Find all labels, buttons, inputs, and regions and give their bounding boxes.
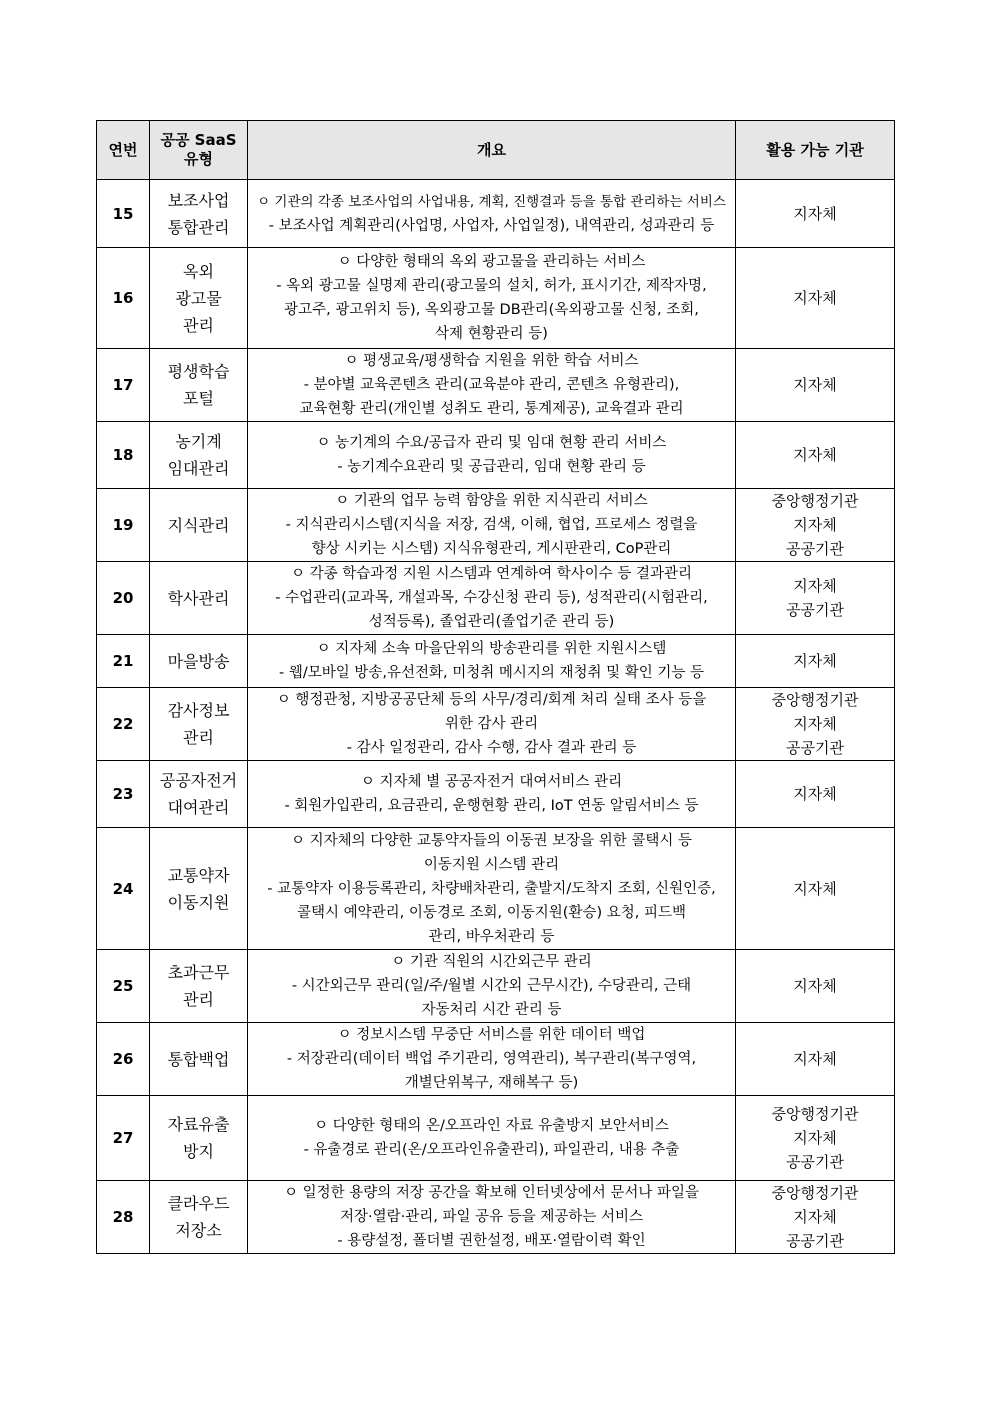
overview-line: ㅇ 평생교육/평생학습 지원을 위한 학습 서비스 bbox=[344, 353, 639, 369]
overview-line: - 교통약자 이용등록관리, 차량배차관리, 출발지/도착지 조회, 신원인증, bbox=[267, 880, 716, 897]
overview bbox=[248, 1096, 736, 1181]
overview-line: ㅇ 농기계의 수요/공급자 관리 및 임대 현황 관리 서비스 bbox=[316, 435, 667, 451]
saas-type bbox=[150, 761, 248, 828]
overview bbox=[248, 349, 736, 422]
available-org-line: 중앙행정기관 bbox=[771, 691, 859, 709]
overview bbox=[248, 489, 736, 562]
overview-line: - 지식관리시스템(지식을 저장, 검색, 이해, 협업, 프로세스 정렬을 bbox=[285, 517, 698, 533]
header-desc: 개요 bbox=[248, 121, 736, 180]
overview-line: 광고주, 광고위치 등), 옥외광고물 DB관리(옥외광고물 신청, 조회, bbox=[284, 302, 699, 318]
row-number: 25 bbox=[97, 950, 150, 1023]
saas-type-line: 자료유출 bbox=[167, 1115, 230, 1134]
table-row bbox=[97, 1181, 895, 1254]
header-type: 공공 SaaS 유형 bbox=[150, 121, 248, 180]
saas-type-line: 초과근무 bbox=[167, 963, 230, 982]
available-org-line: 지자체 bbox=[793, 652, 837, 670]
saas-type-line: 마을방송 bbox=[167, 651, 230, 671]
saas-type bbox=[150, 1096, 248, 1181]
overview-line: 교육현황 관리(개인별 성취도 관리, 통계제공), 교육결과 관리 bbox=[299, 401, 684, 417]
overview-line: 삭제 현황관리 등) bbox=[435, 326, 548, 342]
saas-type bbox=[150, 180, 248, 248]
overview bbox=[248, 248, 736, 349]
available-org-line: 지자체 bbox=[793, 879, 837, 898]
overview-line: ㅇ 일정한 용량의 저장 공간을 확보해 인터넷상에서 문서나 파일을 bbox=[283, 1185, 700, 1201]
row-number: 17 bbox=[97, 349, 150, 422]
saas-type bbox=[150, 349, 248, 422]
available-org-line: 지자체 bbox=[793, 289, 837, 307]
available-org-line: 지자체 bbox=[793, 1129, 837, 1147]
overview bbox=[248, 688, 736, 761]
available-org bbox=[736, 562, 895, 635]
overview-line: - 저장관리(데이터 백업 주기관리, 영역관리), 복구관리(복구영역, bbox=[286, 1051, 697, 1067]
saas-type-line: 평생학습 bbox=[167, 362, 230, 381]
available-org-line: 지자체 bbox=[793, 516, 837, 534]
row-number: 20 bbox=[97, 562, 150, 635]
available-org bbox=[736, 1023, 895, 1096]
overview-line: - 시간외근무 관리(일/주/월별 시간외 근무시간), 수당관리, 근태 bbox=[291, 978, 692, 994]
overview-line: ㅇ 각종 학습과정 지원 시스템과 연계하여 학사이수 등 결과관리 bbox=[290, 566, 693, 582]
saas-type bbox=[150, 489, 248, 562]
available-org-line: 지자체 bbox=[793, 715, 837, 733]
available-org-line: 중앙행정기관 bbox=[771, 1105, 859, 1123]
table-row bbox=[97, 489, 895, 562]
available-org-line: 지자체 bbox=[793, 1050, 837, 1068]
overview bbox=[248, 562, 736, 635]
saas-type-line: 보조사업 bbox=[167, 190, 230, 210]
overview bbox=[248, 180, 736, 248]
saas-type bbox=[150, 562, 248, 635]
overview bbox=[248, 761, 736, 828]
row-number: 21 bbox=[97, 635, 150, 688]
available-org-line: 공공기관 bbox=[786, 540, 844, 558]
overview-line: 개별단위복구, 재해복구 등) bbox=[404, 1075, 579, 1091]
overview-line: - 회원가입관리, 요금관리, 운행현황 관리, IoT 연동 알림서비스 등 bbox=[284, 798, 699, 814]
overview-line: - 웹/모바일 방송,유선전화, 미청취 메시지의 재청취 및 확인 기능 등 bbox=[279, 665, 704, 681]
available-org bbox=[736, 349, 895, 422]
saas-type-line: 클라우드 bbox=[167, 1194, 230, 1213]
overview-line: ㅇ 지자체 별 공공자전거 대여서비스 관리 bbox=[360, 774, 623, 790]
saas-type-line: 저장소 bbox=[175, 1221, 222, 1240]
saas-type bbox=[150, 635, 248, 688]
overview-line: ㅇ 행정관청, 지방공공단체 등의 사무/경리/회계 처리 실태 조사 등을 bbox=[276, 692, 707, 708]
table-body bbox=[97, 180, 895, 1254]
overview-line: ㅇ 다양한 형태의 온/오프라인 자료 유출방지 보안서비스 bbox=[314, 1118, 669, 1134]
table-row bbox=[97, 248, 895, 349]
table-row bbox=[97, 1023, 895, 1096]
saas-type-line: 감사정보 bbox=[167, 701, 230, 720]
saas-type-line: 포털 bbox=[183, 389, 214, 408]
row-number: 24 bbox=[97, 828, 150, 950]
available-org bbox=[736, 489, 895, 562]
row-number: 23 bbox=[97, 761, 150, 828]
available-org-line: 지자체 bbox=[793, 376, 837, 394]
available-org-line: 지자체 bbox=[793, 446, 837, 464]
table-row bbox=[97, 828, 895, 950]
saas-type-line: 교통약자 bbox=[167, 865, 230, 885]
available-org bbox=[736, 1096, 895, 1181]
available-org-line: 지자체 bbox=[793, 204, 837, 223]
available-org bbox=[736, 761, 895, 828]
overview bbox=[248, 422, 736, 489]
table-row bbox=[97, 180, 895, 248]
available-org bbox=[736, 688, 895, 761]
row-number: 15 bbox=[97, 180, 150, 248]
table-row bbox=[97, 950, 895, 1023]
available-org-line: 지자체 bbox=[793, 1208, 837, 1226]
table-row bbox=[97, 761, 895, 828]
overview-line: 성적등록), 졸업관리(졸업기준 관리 등) bbox=[368, 614, 615, 630]
overview-line: - 유출경로 관리(온/오프라인유출관리), 파일관리, 내용 추출 bbox=[303, 1142, 680, 1158]
overview-line: 자동처리 시간 관리 등 bbox=[421, 1002, 562, 1018]
overview-line: ㅇ 기관의 업무 능력 함양을 위한 지식관리 서비스 bbox=[335, 493, 648, 509]
saas-type-line: 광고물 bbox=[175, 288, 222, 308]
saas-type-line: 관리 bbox=[183, 315, 214, 335]
overview-line: - 농기계수요관리 및 공급관리, 임대 현황 관리 등 bbox=[337, 459, 646, 475]
overview-line: 콜택시 예약관리, 이동경로 조회, 이동지원(환승) 요청, 피드백 bbox=[297, 904, 686, 921]
saas-type bbox=[150, 422, 248, 489]
row-number: 19 bbox=[97, 489, 150, 562]
row-number: 26 bbox=[97, 1023, 150, 1096]
row-number: 16 bbox=[97, 248, 150, 349]
available-org-line: 공공기관 bbox=[786, 601, 844, 619]
overview bbox=[248, 950, 736, 1023]
row-number: 27 bbox=[97, 1096, 150, 1181]
table-header-row bbox=[97, 121, 895, 180]
saas-table bbox=[96, 120, 895, 1254]
saas-type-line: 임대관리 bbox=[167, 459, 230, 478]
overview-line: 저장·열람·관리, 파일 공유 등을 제공하는 서비스 bbox=[339, 1209, 643, 1225]
table-row bbox=[97, 562, 895, 635]
table-row bbox=[97, 1096, 895, 1181]
available-org-line: 공공기관 bbox=[786, 1153, 844, 1171]
saas-type bbox=[150, 950, 248, 1023]
saas-type bbox=[150, 1181, 248, 1254]
header-org: 활용 가능 기관 bbox=[736, 121, 895, 180]
saas-type-line: 관리 bbox=[183, 728, 214, 747]
available-org bbox=[736, 422, 895, 489]
available-org bbox=[736, 248, 895, 349]
available-org bbox=[736, 635, 895, 688]
overview-line: 관리, 바우처관리 등 bbox=[428, 928, 555, 945]
available-org-line: 지자체 bbox=[793, 785, 837, 803]
available-org bbox=[736, 828, 895, 950]
overview-line: ㅇ 지자체의 다양한 교통약자들의 이동권 보장을 위한 콜택시 등 bbox=[290, 832, 693, 849]
table-row bbox=[97, 635, 895, 688]
overview-line: 위한 감사 관리 bbox=[444, 716, 539, 732]
table-row bbox=[97, 349, 895, 422]
saas-type-line: 이동지원 bbox=[167, 892, 230, 912]
overview-line: - 감사 일정관리, 감사 수행, 감사 결과 관리 등 bbox=[346, 740, 637, 756]
available-org bbox=[736, 180, 895, 248]
saas-type bbox=[150, 688, 248, 761]
available-org-line: 지자체 bbox=[793, 577, 837, 595]
available-org-line: 중앙행정기관 bbox=[771, 1184, 859, 1202]
saas-type-line: 통합백업 bbox=[167, 1049, 230, 1069]
overview-line: ㅇ 기관 직원의 시간외근무 관리 bbox=[391, 954, 592, 970]
overview-line: ㅇ 지자체 소속 마을단위의 방송관리를 위한 지원시스템 bbox=[316, 641, 667, 657]
overview-line: ㅇ 기관의 각종 보조사업의 사업내용, 계획, 진행결과 등을 통합 관리하는 서비스 bbox=[257, 193, 726, 210]
overview-line: 이동지원 시스템 관리 bbox=[423, 856, 560, 873]
saas-type-line: 옥외 bbox=[183, 261, 214, 281]
overview-line: - 수업관리(교과목, 개설과목, 수강신청 관리 등), 성적관리(시험관리, bbox=[275, 590, 708, 606]
available-org-line: 공공기관 bbox=[786, 739, 844, 757]
saas-type-line: 관리 bbox=[183, 990, 214, 1009]
saas-type-line: 대여관리 bbox=[167, 798, 230, 817]
table-row bbox=[97, 422, 895, 489]
saas-type-line: 통합관리 bbox=[167, 217, 230, 237]
available-org bbox=[736, 950, 895, 1023]
saas-type-line: 공공자전거 bbox=[159, 771, 238, 790]
overview-line: 향상 시키는 시스템) 지식유형관리, 게시판관리, CoP관리 bbox=[311, 541, 672, 557]
overview bbox=[248, 635, 736, 688]
overview-line: - 용량설정, 폴더별 권한설정, 배포·열람이력 확인 bbox=[337, 1233, 646, 1249]
overview bbox=[248, 1181, 736, 1254]
overview-line: ㅇ 정보시스템 무중단 서비스를 위한 데이터 백업 bbox=[337, 1027, 646, 1043]
saas-type bbox=[150, 828, 248, 950]
available-org bbox=[736, 1181, 895, 1254]
row-number: 18 bbox=[97, 422, 150, 489]
overview-line: - 옥외 광고물 실명제 관리(광고물의 설치, 허가, 표시기간, 제작자명, bbox=[276, 278, 707, 294]
header-num: 연번 bbox=[97, 121, 150, 180]
overview bbox=[248, 1023, 736, 1096]
saas-type bbox=[150, 248, 248, 349]
saas-type-line: 학사관리 bbox=[167, 588, 230, 608]
overview-line: - 분야별 교육콘텐츠 관리(교육분야 관리, 콘텐츠 유형관리), bbox=[303, 377, 680, 393]
available-org-line: 중앙행정기관 bbox=[771, 492, 859, 510]
saas-type bbox=[150, 1023, 248, 1096]
overview bbox=[248, 828, 736, 950]
saas-type-line: 지식관리 bbox=[167, 515, 230, 535]
overview-line: ㅇ 다양한 형태의 옥외 광고물을 관리하는 서비스 bbox=[337, 254, 646, 270]
saas-type-line: 방지 bbox=[183, 1142, 214, 1161]
saas-type-line: 농기계 bbox=[175, 432, 222, 451]
overview-line: - 보조사업 계획관리(사업명, 사업자, 사업일정), 내역관리, 성과관리 등 bbox=[268, 217, 715, 234]
row-number: 22 bbox=[97, 688, 150, 761]
available-org-line: 지자체 bbox=[793, 977, 837, 995]
row-number: 28 bbox=[97, 1181, 150, 1254]
table-row bbox=[97, 688, 895, 761]
available-org-line: 공공기관 bbox=[786, 1232, 844, 1250]
